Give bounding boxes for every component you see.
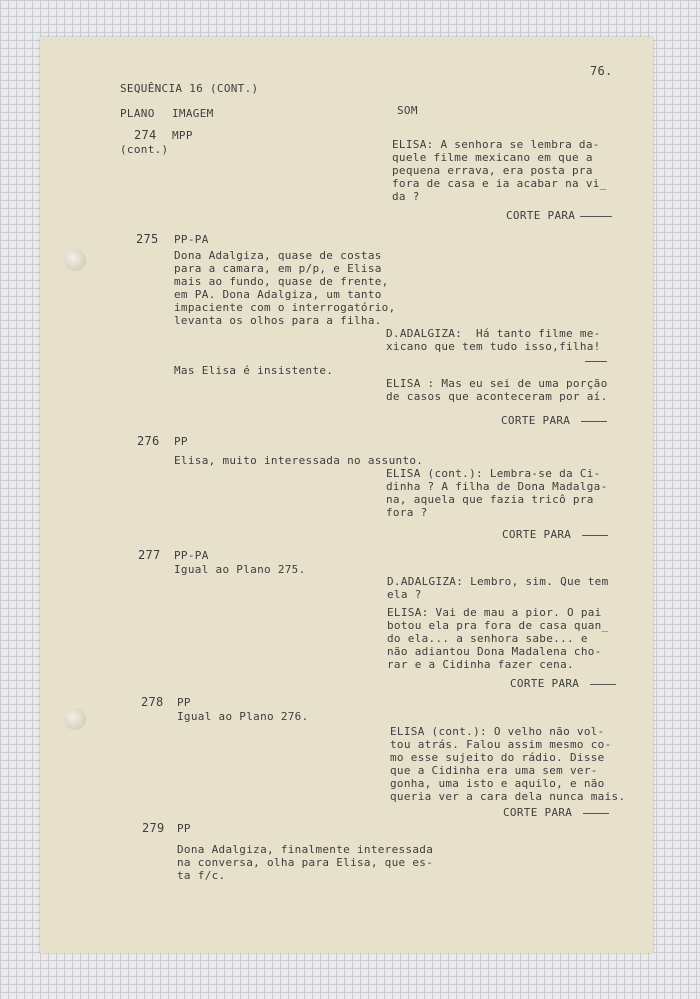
sound-line: D.ADALGIZA: Lembro, sim. Que tem <box>387 575 609 588</box>
image-line: Igual ao Plano 276. <box>177 710 309 723</box>
sound-line: rar e a Cidinha fazer cena. <box>387 658 574 671</box>
sound-line: ELISA (cont.): Lembra-se da Ci- <box>386 467 601 480</box>
column-plano: PLANO <box>120 107 155 120</box>
punch-hole-bottom <box>64 708 86 730</box>
shot-type: MPP <box>172 129 193 142</box>
shot-note: (cont.) <box>120 143 169 156</box>
image-line: ta f/c. <box>177 869 226 882</box>
shot-type: PP <box>174 435 188 448</box>
shot-type: PP <box>177 822 191 835</box>
sound-line: mo esse sujeito do rádio. Disse <box>390 751 605 764</box>
transition-label: CORTE PARA <box>503 806 573 819</box>
sound-line: fora de casa e ia acabar na vi_ <box>392 177 607 190</box>
sound-line: que a Cidinha era uma sem ver- <box>390 764 598 777</box>
sound-line: ELISA: A senhora se lembra da- <box>392 138 600 151</box>
page-number: 76. <box>590 64 613 78</box>
sound-line: ELISA (cont.): O velho não vol- <box>390 725 605 738</box>
sound-line: não adiantou Dona Madalena cho- <box>387 645 602 658</box>
sound-line: na, aquela que fazia tricô pra <box>386 493 594 506</box>
image-line: Igual ao Plano 275. <box>174 563 306 576</box>
sound-line: queria ver a cara dela nunca mais. <box>390 790 626 803</box>
punch-hole-top <box>64 249 86 271</box>
shot-type: PP-PA <box>174 233 209 246</box>
image-line: Mas Elisa é insistente. <box>174 364 334 377</box>
sound-line: de casos que aconteceram por aí. <box>386 390 608 403</box>
script-page <box>40 37 653 953</box>
transition-label: CORTE PARA <box>502 528 572 541</box>
transition-label: CORTE PARA <box>510 677 580 690</box>
transition-dash <box>580 216 612 217</box>
image-line: Dona Adalgiza, finalmente interessada <box>177 843 434 856</box>
image-line: levanta os olhos para a filha. <box>174 314 382 327</box>
shot-number: 276 <box>137 434 160 448</box>
shot-type: PP <box>177 696 191 709</box>
sound-line: da ? <box>392 190 420 203</box>
sound-line: ELISA : Mas eu sei de uma porção <box>386 377 608 390</box>
column-imagem: IMAGEM <box>172 107 214 120</box>
shot-number: 277 <box>138 548 161 562</box>
transition-label: CORTE PARA <box>506 209 576 222</box>
transition-dash <box>590 684 616 685</box>
sound-line: pequena errava, era posta pra <box>392 164 593 177</box>
image-line: Elisa, muito interessada no assunto. <box>174 454 424 467</box>
sound-line: dinha ? A filha de Dona Madalga- <box>386 480 608 493</box>
sound-line: fora ? <box>386 506 428 519</box>
sound-line: botou ela pra fora de casa quan_ <box>387 619 609 632</box>
transition-label: CORTE PARA <box>501 414 571 427</box>
sound-line: xicano que tem tudo isso,filha! <box>386 340 601 353</box>
transition-dash <box>581 421 607 422</box>
sound-line: D.ADALGIZA: Há tanto filme me- <box>386 327 601 340</box>
sound-line: do ela... a senhora sabe... e <box>387 632 588 645</box>
transition-dash <box>582 535 608 536</box>
image-line: impaciente com o interrogatório, <box>174 301 396 314</box>
shot-number: 274 <box>134 128 157 142</box>
transition-dash <box>583 813 609 814</box>
image-line: em PA. Dona Adalgiza, um tanto <box>174 288 382 301</box>
image-line: mais ao fundo, quase de frente, <box>174 275 389 288</box>
shot-number: 279 <box>142 821 165 835</box>
sound-line: ELISA: Vai de mau a pior. O pai <box>387 606 602 619</box>
shot-type: PP-PA <box>174 549 209 562</box>
correction-mark <box>585 361 607 362</box>
image-line: para a camara, em p/p, e Elisa <box>174 262 382 275</box>
shot-number: 275 <box>136 232 159 246</box>
image-line: na conversa, olha para Elisa, que es- <box>177 856 434 869</box>
shot-number: 278 <box>141 695 164 709</box>
column-som: SOM <box>397 104 418 117</box>
sound-line: quele filme mexicano em que a <box>392 151 593 164</box>
sound-line: tou atrás. Falou assim mesmo co- <box>390 738 612 751</box>
sequence-heading: SEQUÊNCIA 16 (CONT.) <box>120 82 259 95</box>
image-line: Dona Adalgiza, quase de costas <box>174 249 382 262</box>
sound-line: gonha, uma isto e aquilo, e não <box>390 777 605 790</box>
sound-line: ela ? <box>387 588 422 601</box>
